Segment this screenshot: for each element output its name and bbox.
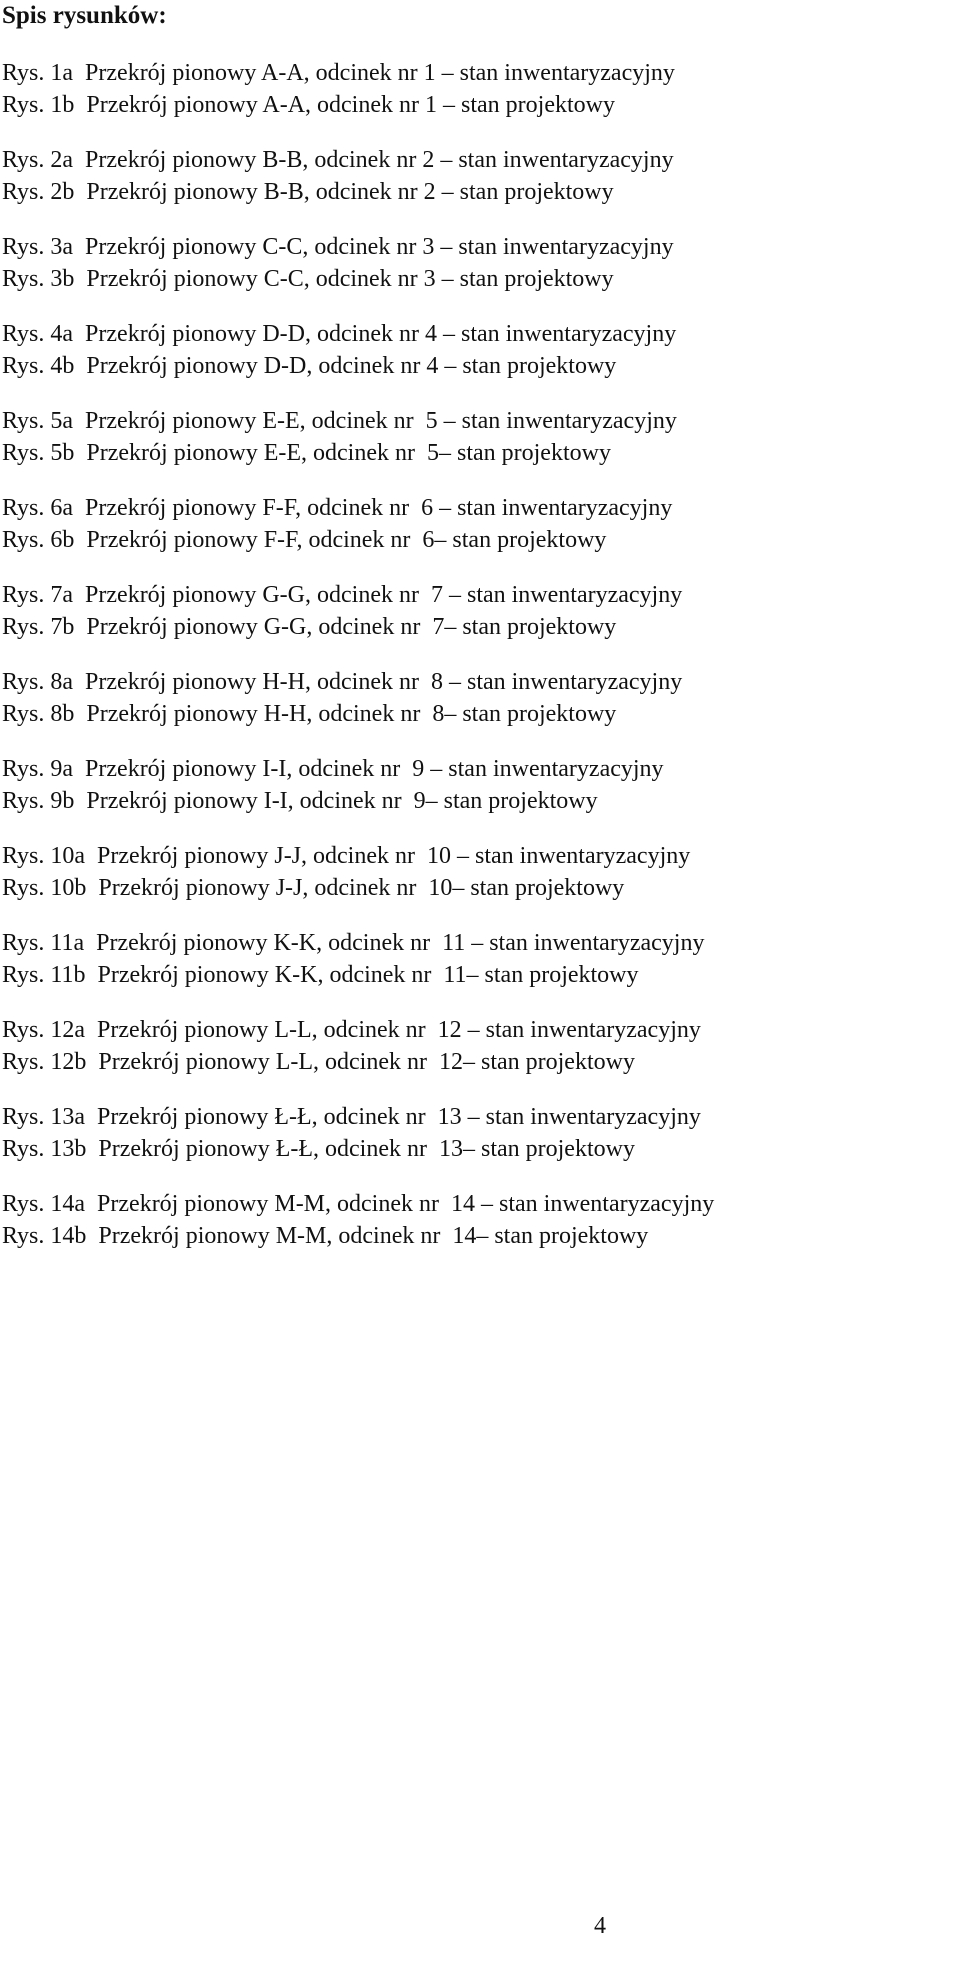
- figure-label: Rys. 1b: [2, 92, 75, 118]
- figure-caption: Przekrój pionowy D-D, odcinek nr 4 – stan projektowy: [86, 353, 617, 379]
- figure-label: Rys. 7b: [2, 614, 75, 640]
- figure-entry: [2, 57, 952, 89]
- figure-entry: [2, 89, 952, 121]
- figure-label: Rys. 12a: [2, 1017, 86, 1043]
- figure-caption: Przekrój pionowy H-H, odcinek nr 8– stan projektowy: [86, 701, 617, 727]
- figure-entry: [2, 492, 952, 524]
- figure-caption: Przekrój pionowy F-F, odcinek nr 6– stan projektowy: [86, 527, 607, 553]
- figure-group: [2, 405, 952, 469]
- figure-label: Rys. 3a: [2, 234, 74, 260]
- figure-caption: Przekrój pionowy E-E, odcinek nr 5– stan projektowy: [86, 440, 611, 466]
- figure-caption: Przekrój pionowy E-E, odcinek nr 5 – stan inwentaryzacyjny: [85, 408, 677, 434]
- figure-label: Rys. 8a: [2, 669, 74, 695]
- figure-list: [2, 57, 952, 1275]
- figure-label: Rys. 14a: [2, 1191, 86, 1217]
- figure-caption: Przekrój pionowy C-C, odcinek nr 3 – stan inwentaryzacyjny: [85, 234, 674, 260]
- figure-label: Rys. 6b: [2, 527, 75, 553]
- figure-entry: [2, 524, 952, 556]
- figure-caption: Przekrój pionowy F-F, odcinek nr 6 – stan inwentaryzacyjny: [85, 495, 673, 521]
- figure-label: Rys. 14b: [2, 1223, 87, 1249]
- figure-caption: Przekrój pionowy G-G, odcinek nr 7– stan projektowy: [86, 614, 617, 640]
- page-title: Spis rysunków:: [2, 2, 167, 29]
- figure-caption: Przekrój pionowy B-B, odcinek nr 2 – stan projektowy: [86, 179, 614, 205]
- figure-caption: Przekrój pionowy L-L, odcinek nr 12 – stan inwentaryzacyjny: [97, 1017, 701, 1043]
- figure-label: Rys. 7a: [2, 582, 74, 608]
- figure-group: [2, 57, 952, 121]
- figure-label: Rys. 2a: [2, 147, 74, 173]
- figure-entry: [2, 840, 952, 872]
- figure-group: [2, 1101, 952, 1165]
- figure-entry: [2, 231, 952, 263]
- figure-entry: [2, 1220, 952, 1252]
- figure-entry: [2, 1188, 952, 1220]
- figure-caption: Przekrój pionowy K-K, odcinek nr 11– stan projektowy: [97, 962, 639, 988]
- figure-caption: Przekrój pionowy A-A, odcinek nr 1 – stan projektowy: [86, 92, 615, 118]
- figure-label: Rys. 6a: [2, 495, 74, 521]
- figure-label: Rys. 10a: [2, 843, 86, 869]
- figure-label: Rys. 11a: [2, 930, 85, 956]
- figure-entry: [2, 666, 952, 698]
- figure-entry: [2, 1133, 952, 1165]
- figure-entry: [2, 927, 952, 959]
- figure-entry: [2, 698, 952, 730]
- figure-group: [2, 666, 952, 730]
- figure-group: [2, 753, 952, 817]
- figure-entry: [2, 611, 952, 643]
- figure-label: Rys. 3b: [2, 266, 75, 292]
- figure-group: [2, 318, 952, 382]
- figure-caption: Przekrój pionowy A-A, odcinek nr 1 – stan inwentaryzacyjny: [85, 60, 675, 86]
- figure-caption: Przekrój pionowy M-M, odcinek nr 14– stan projektowy: [98, 1223, 649, 1249]
- figure-group: [2, 231, 952, 295]
- figure-label: Rys. 9a: [2, 756, 74, 782]
- figure-label: Rys. 1a: [2, 60, 74, 86]
- figure-entry: [2, 350, 952, 382]
- figure-caption: Przekrój pionowy H-H, odcinek nr 8 – stan inwentaryzacyjny: [85, 669, 683, 695]
- figure-group: [2, 1188, 952, 1252]
- figure-label: Rys. 9b: [2, 788, 75, 814]
- figure-caption: Przekrój pionowy L-L, odcinek nr 12– stan projektowy: [98, 1049, 635, 1075]
- figure-label: Rys. 12b: [2, 1049, 87, 1075]
- figure-label: Rys. 2b: [2, 179, 75, 205]
- figure-label: Rys. 11b: [2, 962, 86, 988]
- page-number: 4: [594, 1913, 606, 1939]
- figure-label: Rys. 4a: [2, 321, 74, 347]
- figure-label: Rys. 4b: [2, 353, 75, 379]
- figure-entry: [2, 753, 952, 785]
- figure-entry: [2, 872, 952, 904]
- figure-entry: [2, 1101, 952, 1133]
- figure-caption: Przekrój pionowy I-I, odcinek nr 9– stan projektowy: [86, 788, 598, 814]
- figure-caption: Przekrój pionowy B-B, odcinek nr 2 – stan inwentaryzacyjny: [85, 147, 674, 173]
- figure-entry: [2, 1046, 952, 1078]
- figure-caption: Przekrój pionowy K-K, odcinek nr 11 – stan inwentaryzacyjny: [96, 930, 705, 956]
- figure-label: Rys. 13b: [2, 1136, 87, 1162]
- figure-label: Rys. 13a: [2, 1104, 86, 1130]
- figure-entry: [2, 318, 952, 350]
- figure-caption: Przekrój pionowy Ł-Ł, odcinek nr 13– stan projektowy: [98, 1136, 635, 1162]
- figure-entry: [2, 405, 952, 437]
- figure-caption: Przekrój pionowy D-D, odcinek nr 4 – stan inwentaryzacyjny: [85, 321, 677, 347]
- figure-group: [2, 840, 952, 904]
- figure-entry: [2, 785, 952, 817]
- figure-group: [2, 1014, 952, 1078]
- figure-group: [2, 144, 952, 208]
- figure-entry: [2, 1014, 952, 1046]
- figure-entry: [2, 959, 952, 991]
- figure-group: [2, 579, 952, 643]
- figure-caption: Przekrój pionowy C-C, odcinek nr 3 – stan projektowy: [86, 266, 614, 292]
- figure-entry: [2, 263, 952, 295]
- figure-label: Rys. 5b: [2, 440, 75, 466]
- figure-entry: [2, 437, 952, 469]
- figure-group: [2, 927, 952, 991]
- figure-caption: Przekrój pionowy Ł-Ł, odcinek nr 13 – stan inwentaryzacyjny: [97, 1104, 701, 1130]
- figure-caption: Przekrój pionowy G-G, odcinek nr 7 – stan inwentaryzacyjny: [85, 582, 683, 608]
- figure-label: Rys. 5a: [2, 408, 74, 434]
- figure-label: Rys. 10b: [2, 875, 87, 901]
- figure-caption: Przekrój pionowy J-J, odcinek nr 10– stan projektowy: [98, 875, 625, 901]
- figure-caption: Przekrój pionowy J-J, odcinek nr 10 – stan inwentaryzacyjny: [97, 843, 691, 869]
- figure-entry: [2, 579, 952, 611]
- figure-caption: Przekrój pionowy M-M, odcinek nr 14 – stan inwentaryzacyjny: [97, 1191, 715, 1217]
- figure-group: [2, 492, 952, 556]
- figure-entry: [2, 176, 952, 208]
- figure-entry: [2, 144, 952, 176]
- figure-label: Rys. 8b: [2, 701, 75, 727]
- figure-caption: Przekrój pionowy I-I, odcinek nr 9 – stan inwentaryzacyjny: [85, 756, 664, 782]
